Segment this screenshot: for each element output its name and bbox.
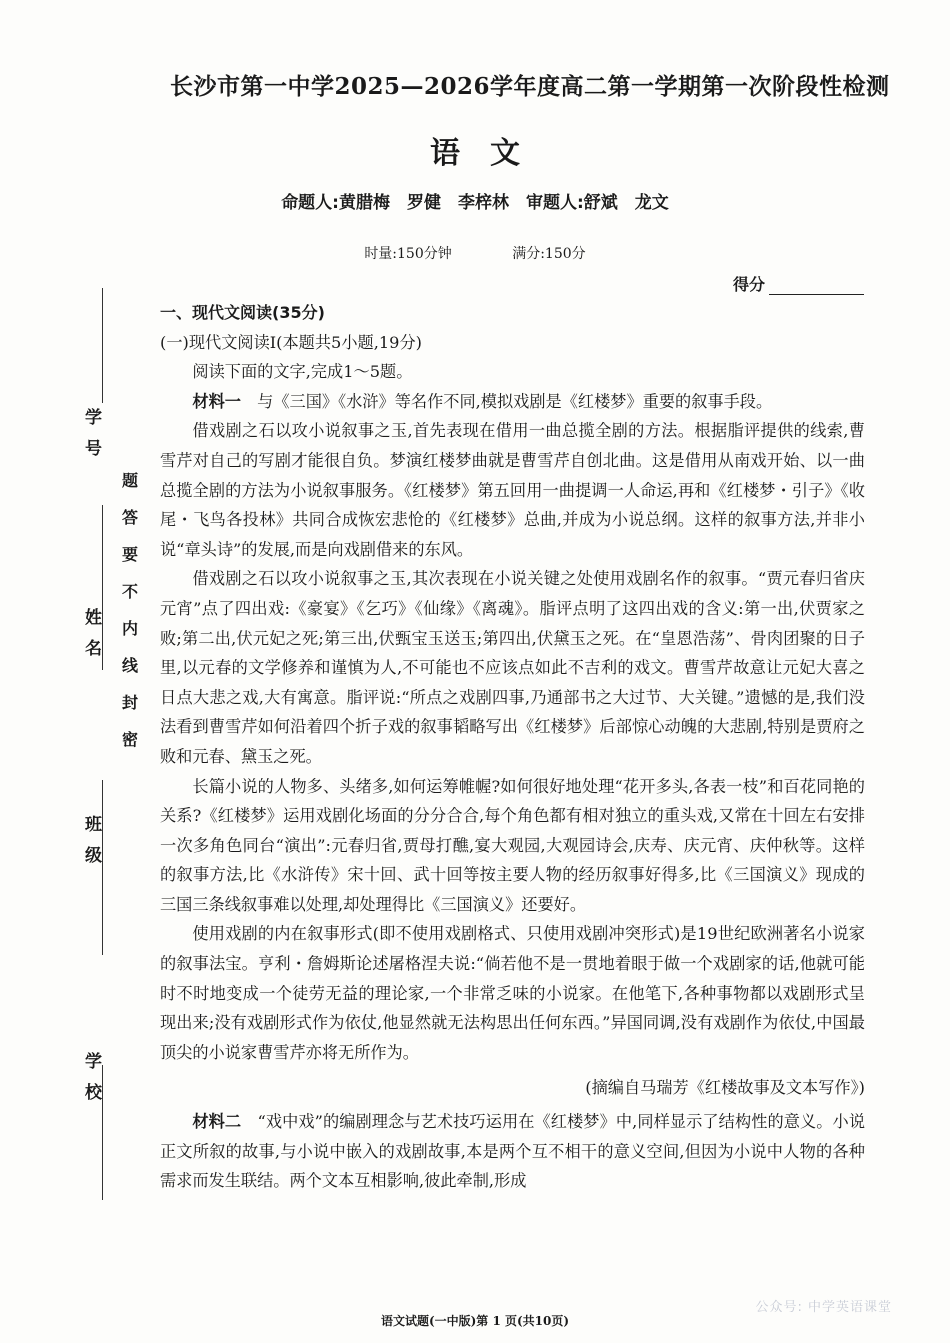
paragraph: 借戏剧之石以攻小说叙事之玉,首先表现在借用一曲总揽全剧的方法。根据脂评提供的线索,曹雪芹对自己的写剧才能很自负。梦演红楼梦曲就是曹雪芹自创北曲。这是借用从南戏开始、以一曲总揽全剧的方法为小说叙事服务。《红楼梦》第五回用一曲提调一人命运,再和《红楼梦・引子》《收尾・飞鸟各投林》共同合成恢宏悲怆的《红楼梦》总曲,并成为小说总纲。这样的叙事方法,并非小说“章头诗”的发展,而是向戏剧借来的东风。 (160, 421, 865, 559)
material-one-label: 材料一 (192, 391, 241, 411)
seal-char: 题 (121, 471, 138, 490)
watermark: 公众号: 中学英语课堂 (755, 1300, 892, 1315)
exam-title: 长沙市第一中学2025—2026学年度高二第一学期第一次阶段性检测 (170, 73, 890, 100)
paragraph: 与《三国》《水浒》等名作不同,模拟戏剧是《红楼梦》重要的叙事手段。 (257, 391, 773, 411)
subject-title: 语文 (430, 136, 550, 171)
page-footer: 语文试题(一中版)第 1 页(共10页) (380, 1314, 570, 1328)
material-two-label: 材料二 (192, 1112, 242, 1132)
seal-line-notice (120, 470, 140, 751)
authors-line: 命题人:黄腊梅 罗健 李梓林 审题人:舒斌 龙文 (281, 193, 669, 213)
source-citation: (摘编自马瑞芳《红楼故事及文本写作》) (585, 1078, 865, 1098)
score-label: 得分 (732, 275, 765, 294)
seal-char: 密 (121, 730, 138, 749)
score-blank (769, 276, 864, 295)
material-two-intro (160, 1107, 865, 1196)
exam-meta (0, 243, 950, 263)
section-heading: 一、现代文阅读(35分) (160, 303, 325, 322)
paragraph: 长篇小说的人物多、头绪多,如何运筹帷幄?如何很好地处理“花开多头,各表一枝”和百花同艳的关系?《红楼梦》运用戏剧化场面的分分合合,每个角色都有相对独立的重头戏,又常在十回左右安排一次多角色同台“演出”:元春归省,贾母打醮,宴大观园,大观园诗会,庆寿、庆元宵、庆仲秋等。这样的叙事方法,比《水浒传》宋十回、武十回等按主要人物的经历叙事好得多,比《三国演义》现成的三国三条线叙事难以处理,却处理得比《三国演义》还要好。 (160, 776, 865, 914)
school-label: 学校 (81, 1052, 101, 1114)
instruction: 阅读下面的文字,完成1～5题。 (192, 362, 413, 382)
student-name-label: 姓名 (81, 608, 101, 670)
paragraph: 借戏剧之石以攻小说叙事之玉,其次表现在小说关键之处使用戏剧名作的叙事。“贾元春归省庆元宵”点了四出戏:《豪宴》《乞巧》《仙缘》《离魂》。脂评点明了这四出戏的含义:第一出,伏贾家之败;第二出,伏元妃之死;第三出,伏甄宝玉送玉;第四出,伏黛玉之死。在“皇恩浩荡”、骨肉团聚的日子里,以元春的文学修养和谨慎为人,不可能也不应该点如此不吉利的戏文。曹雪芹故意让元妃大喜之日点大悲之戏,大有寓意。脂评说:“所点之戏剧四事,乃通部书之大过节、大关键。”遗憾的是,我们没法看到曹雪芹如何沿着四个折子戏的叙事韬略写出《红楼梦》后部惊心动魄的大悲剧,特别是贾府之败和元春、黛玉之死。 (160, 569, 865, 766)
paragraph: 使用戏剧的内在叙事形式(即不使用戏剧格式、只使用戏剧冲突形式)是19世纪欧洲著名小说家的叙事法宝。亨利・詹姆斯论述屠格涅夫说:“倘若他不是一贯地着眼于做一个戏剧家的话,他就可能时不时地变成一个徒劳无益的理论家,一个非常乏味的小说家。在他笔下,各种事物都以戏剧形式呈现出来;没有戏剧形式作为依仗,他显然就无法构思出任何东西。”异国同调,没有戏剧作为依仗,中国最顶尖的小说家曹雪芹亦将无所作为。 (160, 924, 865, 1062)
score-field (733, 272, 864, 295)
seal-char: 答 (121, 508, 138, 527)
full-score: 满分:150分 (512, 246, 586, 262)
paragraph: “戏中戏”的编剧理念与艺术技巧运用在《红楼梦》中,同样显示了结构性的意义。小说正文所叙的故事,与小说中嵌入的戏剧故事,本是两个互不相干的意义空间,但因为小说中人物的各种需求而发生联结。两个文本互相影响,彼此牵制,形成 (160, 1112, 866, 1191)
material-one-intro (160, 387, 865, 417)
reading-content (160, 298, 865, 1196)
student-id-label: 学号 (81, 408, 101, 470)
subsection-heading: (一)现代文阅读Ⅰ(本题共5小题,19分) (160, 332, 422, 352)
seal-char: 要 (121, 545, 138, 564)
student-id-line (102, 288, 103, 403)
seal-char: 不 (121, 582, 138, 601)
class-label: 班级 (81, 815, 101, 877)
seal-char: 内 (121, 619, 138, 638)
time-limit: 时量:150分钟 (364, 246, 452, 262)
seal-char: 线 (121, 656, 138, 675)
seal-char: 封 (121, 693, 138, 712)
